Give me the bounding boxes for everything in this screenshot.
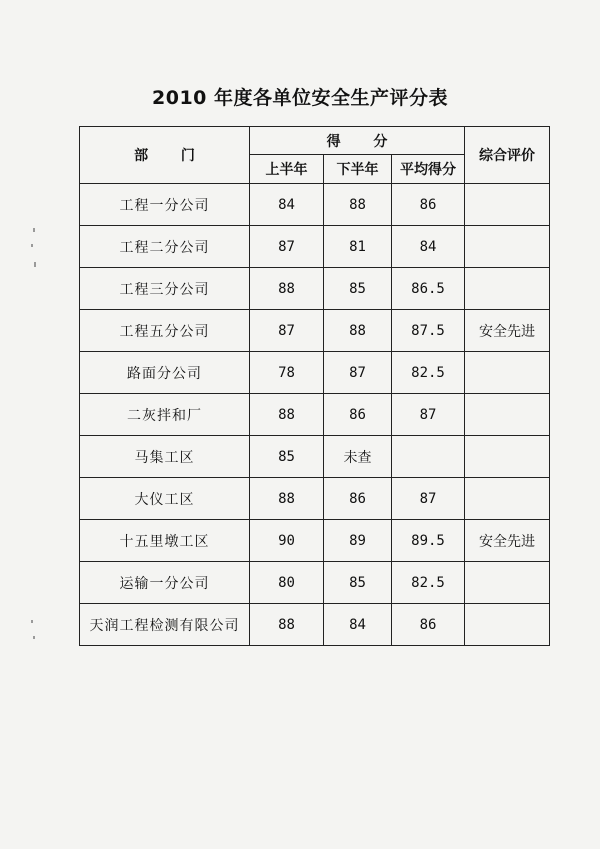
header-department: 部 门 <box>80 127 250 184</box>
header-second-half: 下半年 <box>324 155 392 184</box>
average-cell: 82.5 <box>392 562 465 604</box>
overall-cell <box>465 562 550 604</box>
table-header-row <box>80 127 550 155</box>
second-half-cell: 81 <box>324 226 392 268</box>
table-row <box>80 604 550 646</box>
overall-cell: 安全先进 <box>465 310 550 352</box>
average-cell: 87.5 <box>392 310 465 352</box>
scan-mark <box>33 228 35 232</box>
dept-cell: 工程三分公司 <box>80 268 250 310</box>
first-half-cell: 88 <box>250 268 324 310</box>
average-cell: 87 <box>392 478 465 520</box>
header-average: 平均得分 <box>392 155 465 184</box>
first-half-cell: 88 <box>250 604 324 646</box>
first-half-cell: 87 <box>250 226 324 268</box>
overall-cell <box>465 394 550 436</box>
score-table <box>79 126 550 646</box>
dept-cell: 工程二分公司 <box>80 226 250 268</box>
table-row <box>80 352 550 394</box>
average-cell: 86.5 <box>392 268 465 310</box>
overall-cell <box>465 604 550 646</box>
table-row <box>80 394 550 436</box>
scan-mark <box>31 244 33 247</box>
average-cell <box>392 436 465 478</box>
table-row <box>80 184 550 226</box>
first-half-cell: 88 <box>250 478 324 520</box>
table-row <box>80 520 550 562</box>
table-row <box>80 268 550 310</box>
average-cell: 84 <box>392 226 465 268</box>
overall-cell: 安全先进 <box>465 520 550 562</box>
average-cell: 82.5 <box>392 352 465 394</box>
first-half-cell: 88 <box>250 394 324 436</box>
second-half-cell: 86 <box>324 394 392 436</box>
second-half-cell: 85 <box>324 268 392 310</box>
dept-cell: 大仪工区 <box>80 478 250 520</box>
overall-cell <box>465 226 550 268</box>
average-cell: 87 <box>392 394 465 436</box>
average-cell: 86 <box>392 604 465 646</box>
dept-cell: 马集工区 <box>80 436 250 478</box>
table-row <box>80 310 550 352</box>
table-row <box>80 436 550 478</box>
first-half-cell: 87 <box>250 310 324 352</box>
dept-cell: 运输一分公司 <box>80 562 250 604</box>
dept-cell: 天润工程检测有限公司 <box>80 604 250 646</box>
scan-mark <box>31 620 33 623</box>
dept-cell: 工程一分公司 <box>80 184 250 226</box>
average-cell: 89.5 <box>392 520 465 562</box>
scan-mark <box>33 636 35 639</box>
second-half-cell: 86 <box>324 478 392 520</box>
first-half-cell: 90 <box>250 520 324 562</box>
document-title: 2010 年度各单位安全生产评分表 <box>152 87 448 109</box>
dept-cell: 十五里墩工区 <box>80 520 250 562</box>
first-half-cell: 78 <box>250 352 324 394</box>
overall-cell <box>465 478 550 520</box>
second-half-cell: 89 <box>324 520 392 562</box>
second-half-cell: 88 <box>324 310 392 352</box>
second-half-cell: 84 <box>324 604 392 646</box>
second-half-cell: 未查 <box>324 436 392 478</box>
overall-cell <box>465 352 550 394</box>
first-half-cell: 85 <box>250 436 324 478</box>
overall-cell <box>465 184 550 226</box>
table-row <box>80 478 550 520</box>
first-half-cell: 80 <box>250 562 324 604</box>
header-first-half: 上半年 <box>250 155 324 184</box>
header-overall: 综合评价 <box>465 127 550 184</box>
header-score: 得 分 <box>250 127 465 155</box>
dept-cell: 工程五分公司 <box>80 310 250 352</box>
second-half-cell: 85 <box>324 562 392 604</box>
overall-cell <box>465 268 550 310</box>
table-row <box>80 226 550 268</box>
dept-cell: 二灰拌和厂 <box>80 394 250 436</box>
dept-cell: 路面分公司 <box>80 352 250 394</box>
overall-cell <box>465 436 550 478</box>
table-row <box>80 562 550 604</box>
average-cell: 86 <box>392 184 465 226</box>
second-half-cell: 87 <box>324 352 392 394</box>
second-half-cell: 88 <box>324 184 392 226</box>
first-half-cell: 84 <box>250 184 324 226</box>
scan-mark <box>34 262 36 267</box>
